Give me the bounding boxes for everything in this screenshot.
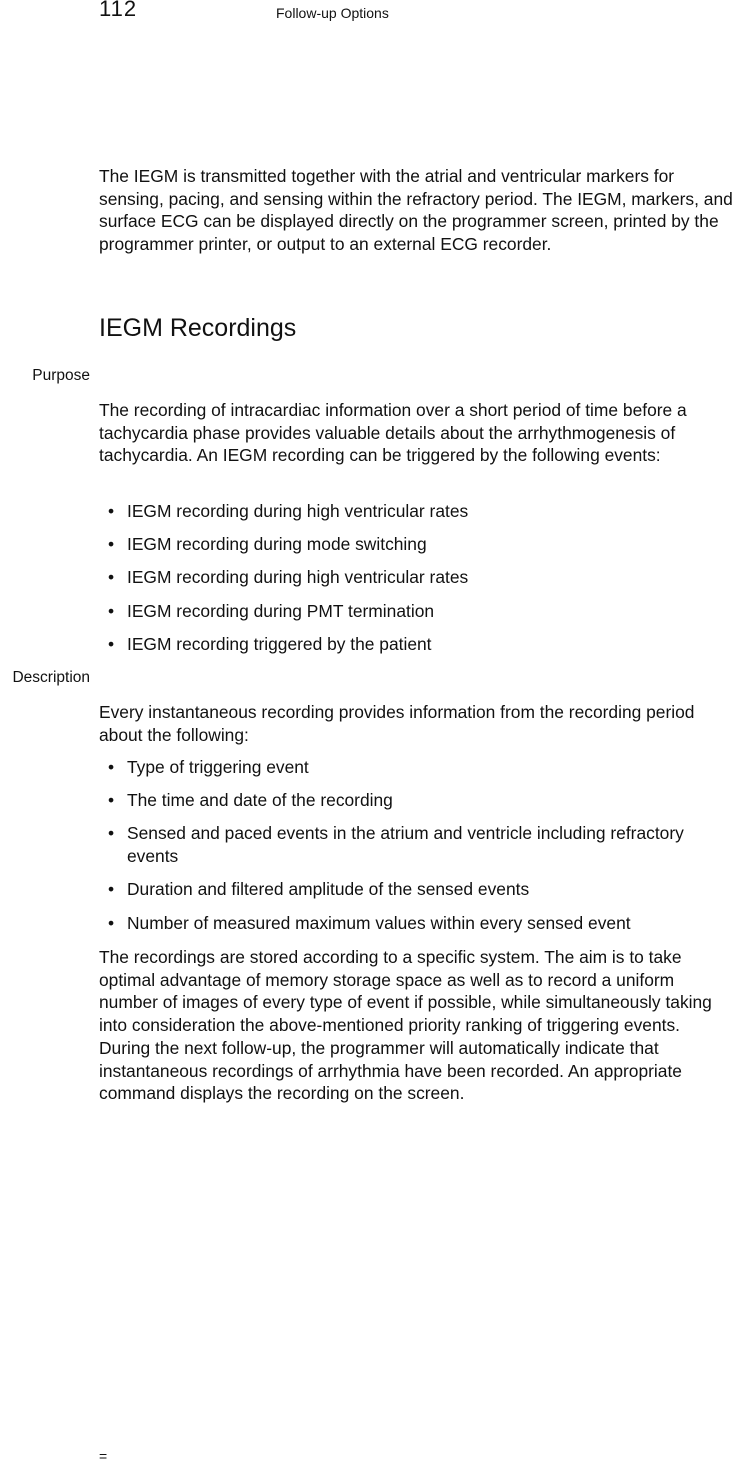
list-item	[99, 912, 736, 935]
bullet-icon: •	[108, 790, 115, 811]
purpose-margin-label: Purpose	[32, 367, 90, 384]
list-item-text: IEGM recording during mode switching	[127, 534, 427, 555]
list-item	[99, 566, 736, 589]
bullet-icon: •	[108, 879, 115, 900]
list-item	[99, 822, 736, 867]
purpose-paragraph: The recording of intracardiac information over a short period of time before a tachycardia phase provides valuable details about the arrhythmogenesis of tachycardia. An IEGM recording can be triggered by the following events:	[99, 400, 687, 466]
list-item	[99, 878, 736, 901]
list-item	[99, 533, 736, 556]
intro-paragraph: The IEGM is transmitted together with the atrial and ventricular markers for sensing, pacing, and sensing within the refractory period. The IEGM, markers, and surface ECG can be displayed directly on the programmer screen, printed by the programmer printer, or output to an external ECG recorder.	[99, 166, 733, 255]
list-item	[99, 789, 736, 812]
section-title: IEGM Recordings	[99, 314, 297, 342]
list-item-text: Sensed and paced events in the atrium and ventricle including refractory events	[127, 823, 684, 867]
closing-paragraph: The recordings are stored according to a specific system. The aim is to take optimal advantage of memory storage space as well as to record a uniform number of images of every type of event if possible, while simultaneously taking into consideration the above-mentioned priority ranking of triggering events. During the next follow-up, the programmer will automatically indicate that instantaneous recordings of arrhythmia have been recorded. An appropriate command displays the recording on the screen.	[99, 947, 712, 1104]
bullet-icon: •	[108, 600, 115, 621]
list-item	[99, 633, 736, 656]
description-paragraph: Every instantaneous recording provides information from the recording period about the following:	[99, 702, 695, 745]
list-item	[99, 756, 736, 779]
bullet-icon: •	[108, 912, 115, 933]
list-item-text: IEGM recording during high ventricular rates	[127, 567, 469, 588]
footer-mark: =	[99, 1448, 108, 1464]
list-item-text: Duration and filtered amplitude of the sensed events	[127, 879, 530, 900]
description-bullet-list	[99, 756, 736, 945]
bullet-icon: •	[108, 567, 115, 588]
purpose-bullet-list	[99, 500, 736, 666]
list-item-text: The time and date of the recording	[127, 790, 393, 811]
bullet-icon: •	[108, 823, 115, 844]
running-header: Follow-up Options	[276, 5, 389, 21]
list-item-text: Type of triggering event	[127, 757, 309, 777]
bullet-icon: •	[108, 501, 115, 521]
description-margin-label: Description	[12, 669, 90, 686]
bullet-icon: •	[108, 633, 115, 654]
bullet-icon: •	[108, 534, 115, 555]
list-item	[99, 500, 736, 523]
bullet-icon: •	[108, 757, 115, 777]
list-item	[99, 600, 736, 623]
list-item-text: Number of measured maximum values within every sensed event	[127, 912, 631, 933]
list-item-text: IEGM recording triggered by the patient	[127, 633, 432, 654]
page-number: 112	[99, 0, 138, 21]
list-item-text: IEGM recording during PMT termination	[127, 600, 435, 621]
list-item-text: IEGM recording during high ventricular rates	[127, 501, 469, 521]
